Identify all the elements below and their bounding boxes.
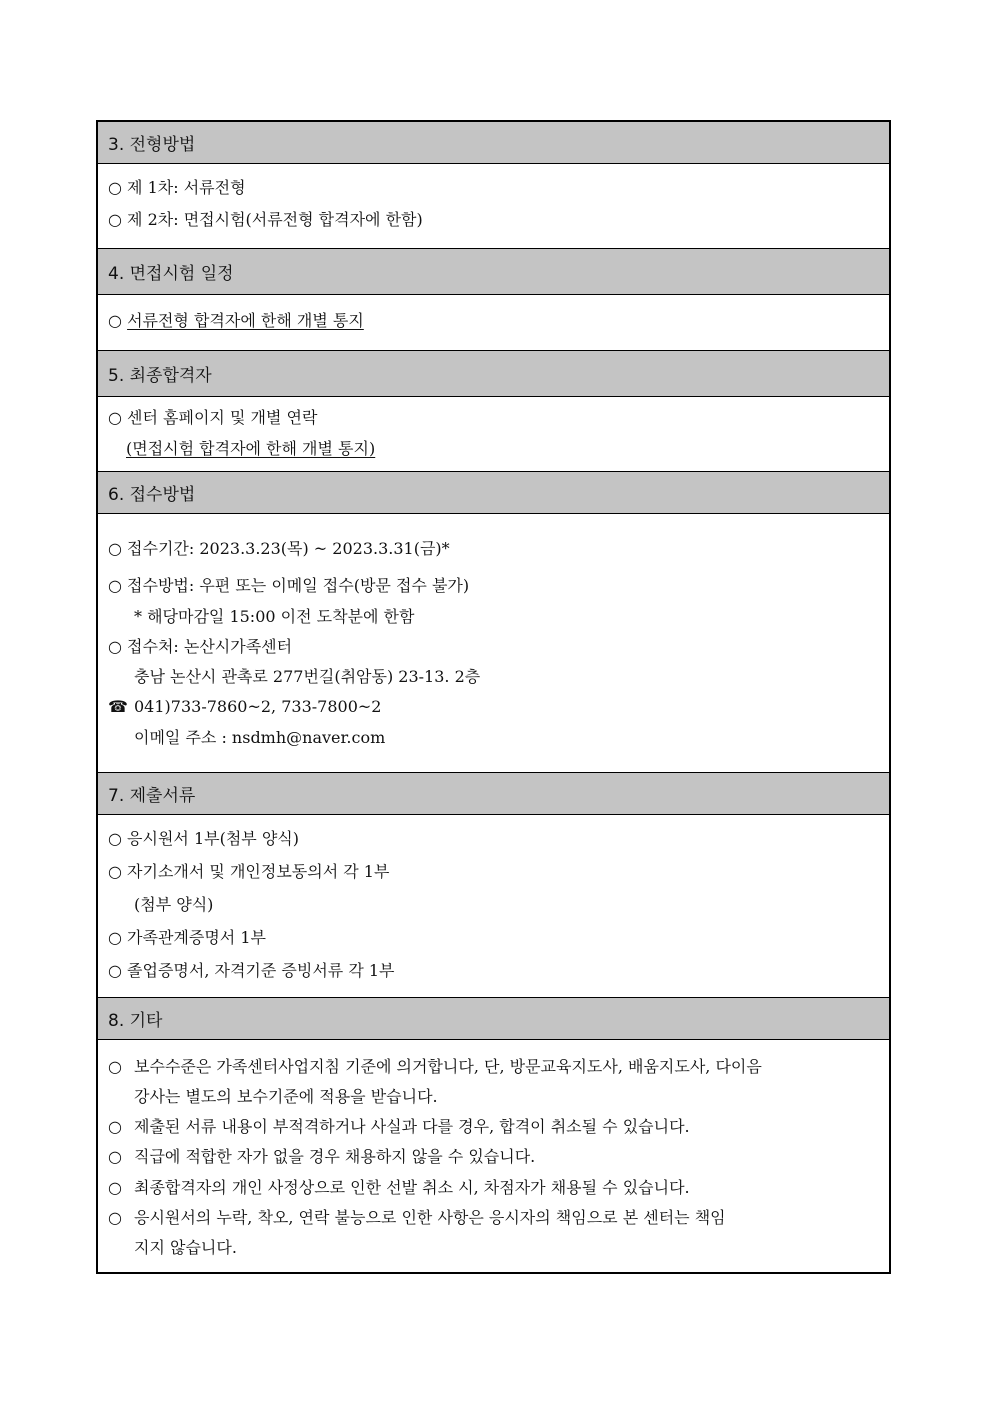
section-title: 6. 접수방법 bbox=[108, 485, 196, 505]
bullet: ○ bbox=[108, 311, 122, 330]
final-notice-text: (면접시험 합격자에 한해 개별 통지) bbox=[126, 439, 376, 458]
bullet: ○ bbox=[108, 1147, 122, 1166]
item-text: 제출된 서류 내용이 부적격하거나 사실과 다를 경우, 합격이 취소될 수 있습니다. bbox=[134, 1117, 690, 1136]
section-title: 5. 최종합격자 bbox=[108, 366, 212, 386]
list-item-note bbox=[126, 439, 879, 459]
section-header-3 bbox=[98, 122, 889, 164]
section-title: 4. 면접시험 일정 bbox=[108, 264, 234, 284]
bullet: ○ bbox=[108, 1208, 122, 1227]
bullet: ○ bbox=[108, 1178, 122, 1197]
section-title: 8. 기타 bbox=[108, 1011, 163, 1031]
section-body-6 bbox=[98, 514, 889, 773]
section-header-8 bbox=[98, 998, 889, 1040]
list-item bbox=[108, 1178, 879, 1198]
item-text: 보수수준은 가족센터사업지침 기준에 의거합니다, 단, 방문교육지도사, 배움지도사, 다이음 bbox=[134, 1057, 762, 1076]
section-body-4 bbox=[98, 295, 889, 351]
section-header-7 bbox=[98, 773, 889, 815]
list-item bbox=[108, 311, 879, 331]
bullet: ○ bbox=[108, 1057, 122, 1076]
address: 충남 논산시 관촉로 277번길(취암동) 23-13. 2층 bbox=[134, 667, 481, 686]
list-item-note: (첨부 양식) bbox=[134, 895, 214, 914]
section-header-5 bbox=[98, 351, 889, 397]
bullet: ○ bbox=[108, 1117, 122, 1136]
section-header-6 bbox=[98, 472, 889, 514]
phone-number: 041)733-7860~2, 733-7800~2 bbox=[134, 697, 382, 716]
item-text: 최종합격자의 개인 사정상으로 인한 선발 취소 시, 차점자가 채용될 수 있습니다. bbox=[134, 1178, 690, 1197]
deadline-note: * 해당마감일 15:00 이전 도착분에 한함 bbox=[134, 607, 415, 626]
list-item: ○ 가족관계증명서 1부 bbox=[108, 928, 266, 947]
item-text-continued: 지지 않습니다. bbox=[134, 1238, 237, 1257]
list-item: ○ 졸업증명서, 자격기준 증빙서류 각 1부 bbox=[108, 961, 395, 980]
list-item: ○ 응시원서 1부(첨부 양식) bbox=[108, 829, 299, 848]
application-period: ○ 접수기간: 2023.3.23(목) ~ 2023.3.31(금)* bbox=[108, 539, 450, 558]
item-text-continued: 강사는 별도의 보수기준에 적용을 받습니다. bbox=[134, 1087, 438, 1106]
list-item: ○ 제 1차: 서류전형 bbox=[108, 178, 246, 197]
item-text: 직급에 적합한 자가 없을 경우 채용하지 않을 수 있습니다. bbox=[134, 1147, 536, 1166]
phone-line bbox=[108, 697, 879, 717]
item-text: 응시원서의 누락, 착오, 연락 불능으로 인한 사항은 응시자의 책임으로 본 센터는 책임 bbox=[134, 1208, 726, 1227]
section-body-8 bbox=[98, 1040, 889, 1272]
list-item bbox=[108, 1208, 879, 1228]
section-header-4 bbox=[98, 249, 889, 295]
section-body-5 bbox=[98, 397, 889, 472]
section-body-7 bbox=[98, 815, 889, 998]
recruitment-notice-table bbox=[96, 120, 891, 1274]
application-place: ○ 접수처: 논산시가족센터 bbox=[108, 637, 293, 656]
list-item bbox=[108, 1147, 879, 1167]
list-item: ○ 센터 홈페이지 및 개별 연락 bbox=[108, 408, 318, 427]
section-body-3 bbox=[98, 164, 889, 249]
application-method: ○ 접수방법: 우편 또는 이메일 접수(방문 접수 불가) bbox=[108, 576, 470, 595]
phone-icon: ☎ bbox=[108, 697, 128, 716]
interview-schedule-text: 서류전형 합격자에 한해 개별 통지 bbox=[127, 311, 364, 330]
list-item bbox=[108, 1057, 879, 1077]
email-address: 이메일 주소 : nsdmh@naver.com bbox=[134, 728, 386, 747]
list-item bbox=[108, 1117, 879, 1137]
section-title: 7. 제출서류 bbox=[108, 786, 196, 806]
section-title: 3. 전형방법 bbox=[108, 135, 196, 155]
list-item: ○ 자기소개서 및 개인정보동의서 각 1부 bbox=[108, 862, 390, 881]
list-item: ○ 제 2차: 면접시험(서류전형 합격자에 한함) bbox=[108, 210, 423, 229]
